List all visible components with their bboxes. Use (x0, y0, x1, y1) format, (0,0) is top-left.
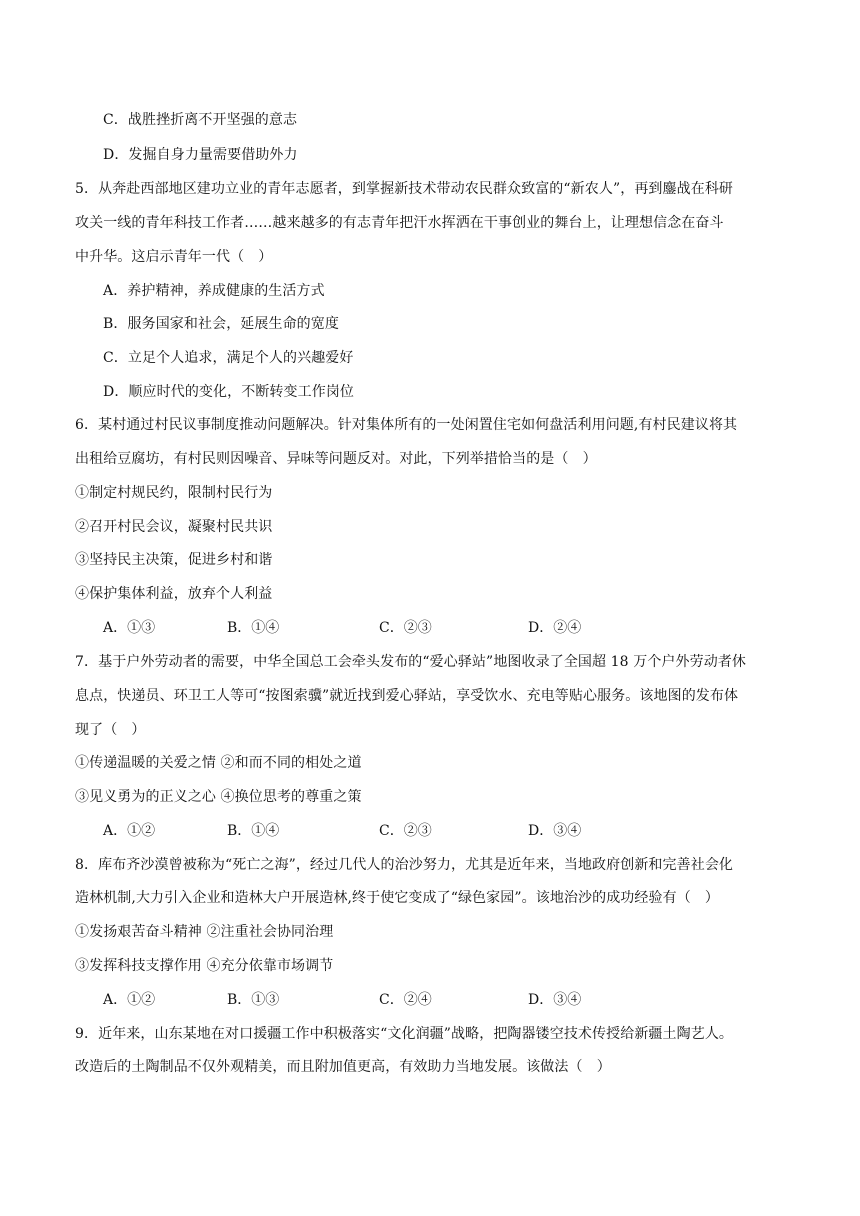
q6-item-2: ②召开村民会议，凝聚村民共识 (75, 519, 273, 535)
q4-option-c: C．战胜挫折离不开坚强的意志 (103, 112, 298, 128)
q8-choice-a: A．①② (103, 992, 156, 1008)
q5-option-a: A．养护精神，养成健康的生活方式 (103, 283, 325, 299)
q7-item-line-2: ③见义勇为的正义之心 ④换位思考的尊重之策 (75, 789, 362, 805)
q7-stem-line-2: 息点，快递员、环卫工人等可“按图索骥”就近找到爱心驿站，享受饮水、充电等贴心服务。该地图的发布体 (75, 688, 739, 704)
q7-stem-line-3: 现了（ ） (75, 722, 146, 738)
q8-stem-line-1: 8．库布齐沙漠曾被称为“死亡之海”，经过几代人的治沙努力，尤其是近年来，当地政府创新和完善社会化 (75, 857, 734, 873)
q5-stem-line-1: 5．从奔赴西部地区建功立业的青年志愿者，到掌握新技术带动农民群众致富的“新农人”，再到鏖战在科研 (75, 181, 734, 197)
q6-choice-a: A．①③ (103, 620, 156, 636)
q8-choices (103, 990, 703, 1010)
q8-item-line-2: ③发挥科技支撑作用 ④充分依靠市场调节 (75, 958, 334, 974)
q4-option-d: D．发掘自身力量需要借助外力 (103, 147, 298, 163)
q8-item-line-1: ①发扬艰苦奋斗精神 ②注重社会协同治理 (75, 924, 334, 940)
q6-item-1: ①制定村规民约，限制村民行为 (75, 485, 273, 501)
q5-option-b: B．服务国家和社会，延展生命的宽度 (103, 316, 339, 332)
q5-option-d: D．顺应时代的变化，不断转变工作岗位 (103, 384, 355, 400)
q9-stem-line-2: 改造后的土陶制品不仅外观精美，而且附加值更高，有效助力当地发展。该做法（ ） (75, 1059, 611, 1075)
q7-choice-b: B．①④ (227, 823, 280, 839)
q8-choice-b: B．①③ (227, 992, 280, 1008)
q7-choice-d: D．③④ (528, 823, 582, 839)
q6-choices (103, 618, 703, 638)
q6-choice-b: B．①④ (227, 620, 280, 636)
q5-stem-line-3: 中升华。这启示青年一代（ ） (75, 249, 273, 265)
q7-choice-a: A．①② (103, 823, 156, 839)
q8-choice-c: C．②④ (379, 992, 432, 1008)
q6-item-3: ③坚持民主决策，促进乡村和谐 (75, 552, 273, 568)
q6-item-4: ④保护集体利益，放弃个人利益 (75, 586, 273, 602)
q9-stem-line-1: 9．近年来，山东某地在对口援疆工作中积极落实“文化润疆”战略，把陶器镂空技术传授给新疆土陶艺人。 (75, 1026, 734, 1042)
q8-stem-line-2: 造林机制,大力引入企业和造林大户开展造林,终于使它变成了“绿色家园”。该地治沙的成功经验有（ ） (75, 890, 720, 906)
q8-choice-d: D．③④ (528, 992, 582, 1008)
q6-choice-d: D．②④ (528, 620, 582, 636)
q7-stem-line-1: 7．基于户外劳动者的需要，中华全国总工会牵头发布的“爱心驿站”地图收录了全国超 18 万个户外劳动者休 (75, 654, 747, 670)
q5-stem-line-2: 攻关一线的青年科技工作者……越来越多的有志青年把汗水挥洒在干事创业的舞台上，让理想信念在奋斗 (75, 215, 724, 231)
q6-choice-c: C．②③ (379, 620, 432, 636)
q6-stem-line-1: 6．某村通过村民议事制度推动问题解决。针对集体所有的一处闲置住宅如何盘活利用问题,有村民建议将其 (75, 417, 738, 433)
q7-choice-c: C．②③ (379, 823, 432, 839)
q5-option-c: C．立足个人追求，满足个人的兴趣爱好 (103, 350, 354, 366)
q7-item-line-1: ①传递温暖的关爱之情 ②和而不同的相处之道 (75, 755, 362, 771)
q7-choices (103, 821, 703, 841)
q6-stem-line-2: 出租给豆腐坊，有村民则因噪音、异味等问题反对。对此，下列举措恰当的是（ ） (75, 451, 597, 467)
